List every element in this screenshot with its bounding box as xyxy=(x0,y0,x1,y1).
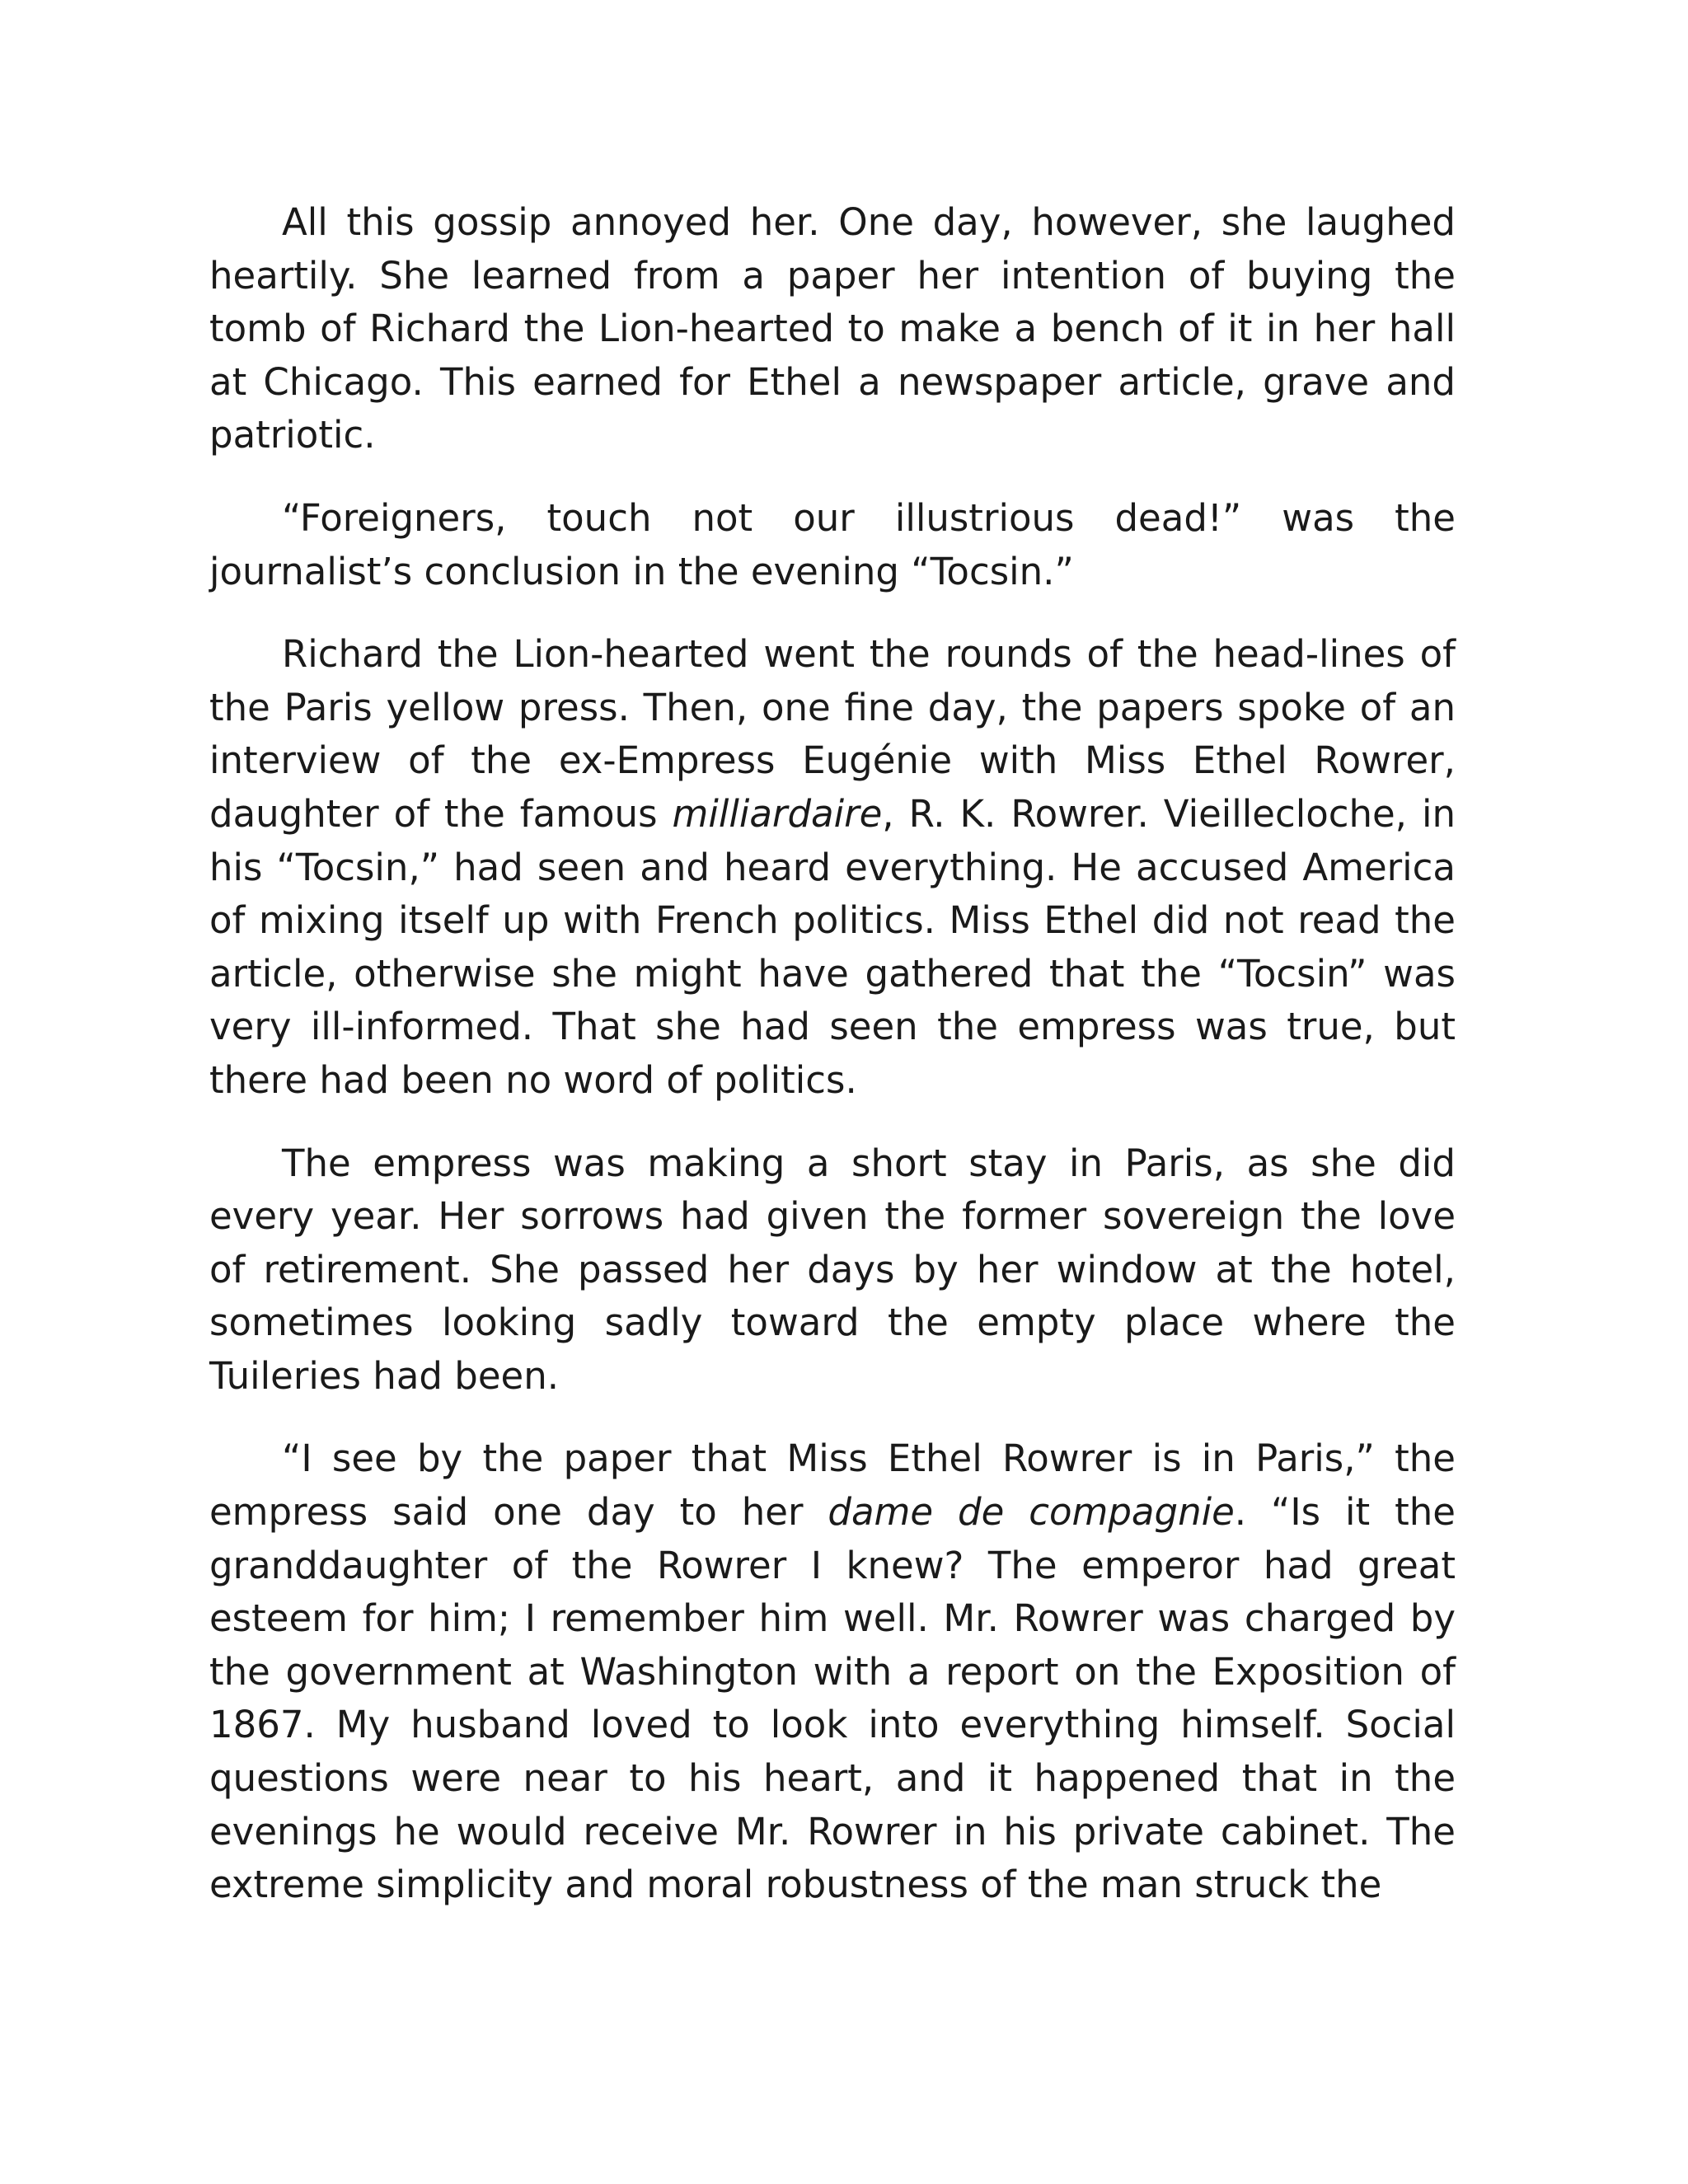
paragraph-text: The empress was making a short stay in Paris, as she did every year. Her sorrows had given the former sovereign the love of retirement. She passed her days by her window at the hotel, sometimes looking sadly toward the empty place where the Tuileries had been. xyxy=(209,1141,1456,1398)
italic-term: milliardaire xyxy=(672,791,883,836)
italic-term: dame de compagnie xyxy=(828,1490,1235,1535)
paragraph-3 xyxy=(209,628,1456,1107)
paragraph-text: , R. K. Rowrer. Vieillecloche, in his “Tocsin,” had seen and heard everything. He accused America of mixing itself up with French politics. Miss Ethel did not read the article, otherwise she might have gathered that the “Tocsin” was very ill-informed. That she had seen the empress was true, but there had been no word of politics. xyxy=(209,791,1456,1102)
paragraph-4 xyxy=(209,1137,1456,1404)
paragraph-text: “Foreigners, touch not our illustrious dead!” was the journalist’s conclusion in the evening “Tocsin.” xyxy=(209,495,1456,593)
paragraph-text: Richard the Lion-hearted went the rounds of the head-lines of the Paris yellow press. Then, one fine day, the papers spoke of an interview of the ex-Empress Eugénie with Miss Ethel Rowrer, daughter of the famous xyxy=(209,632,1456,836)
paragraph-text: . “Is it the granddaughter of the Rowrer I knew? The emperor had great esteem for him; I remember him well. Mr. Rowrer was charged by the government at Washington with a report on the Exposition of 1867. My husband loved to look into everything himself. Social questions were near to his heart, and it happened that in the evenings he would receive Mr. Rowrer in his private cabinet. The extreme simplicity and moral robustness of the man struck the xyxy=(209,1490,1456,1907)
paragraph-2 xyxy=(209,492,1456,598)
paragraph-text: “I see by the paper that Miss Ethel Rowrer is in Paris,” the empress said one day to her xyxy=(209,1436,1456,1535)
body-text xyxy=(209,196,1456,1912)
paragraph-1 xyxy=(209,196,1456,462)
paragraph-text: All this gossip annoyed her. One day, however, she laughed heartily. She learned from a paper her intention of buying the tomb of Richard the Lion-hearted to make a bench of it in her hall at Chicago. This earned for Ethel a newspaper article, grave and patriotic. xyxy=(209,200,1456,457)
paragraph-5 xyxy=(209,1432,1456,1911)
